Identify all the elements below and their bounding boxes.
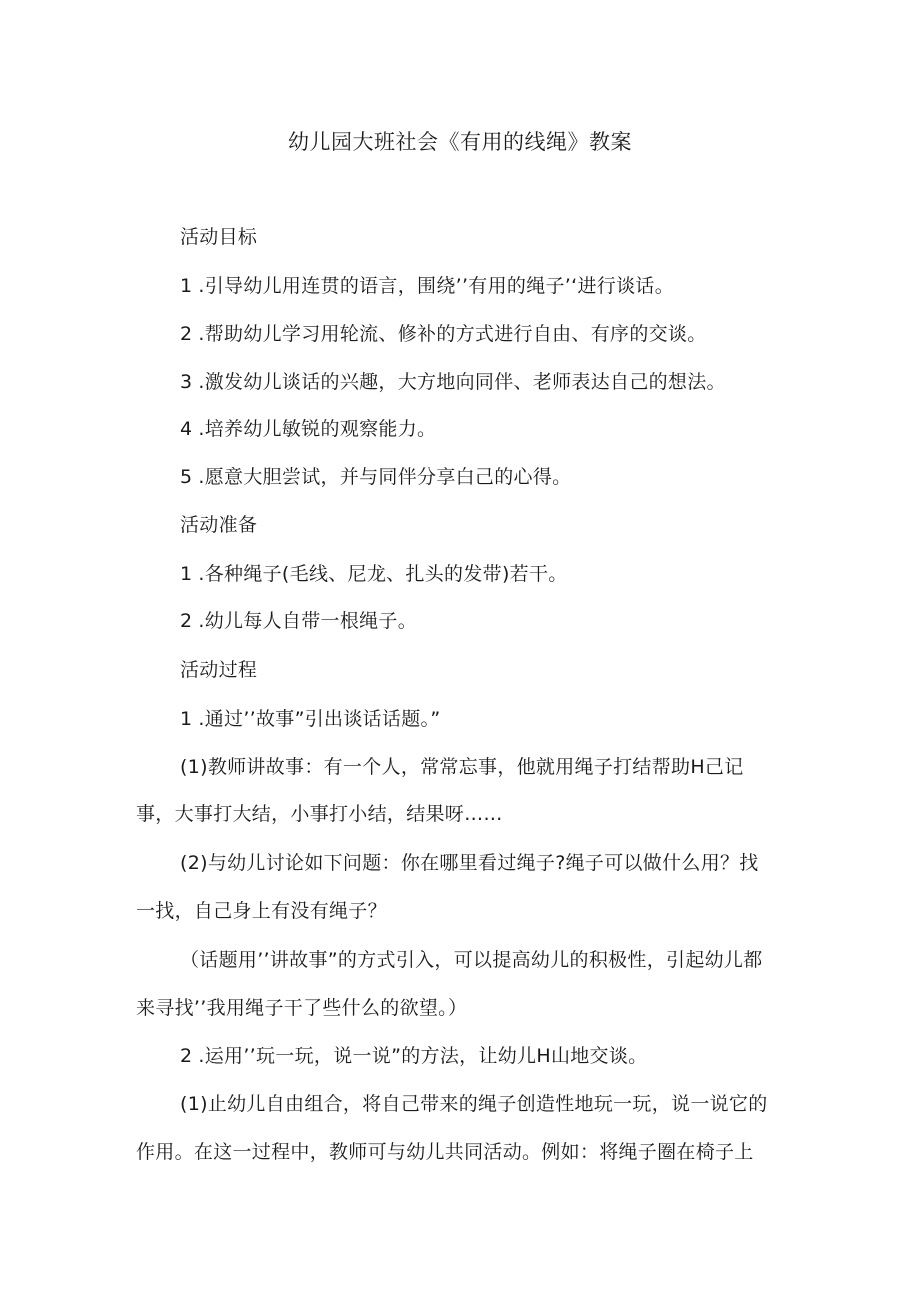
process-step: [180, 1041, 647, 1068]
goal-item: [180, 462, 571, 489]
goals-heading: 活动目标: [180, 226, 258, 248]
goal-number: 3: [180, 371, 193, 393]
goal-number: 4: [180, 418, 193, 440]
step-text: .通过’’故事”引出谈话话题。”: [198, 708, 441, 730]
goal-text: .培养幼儿敏锐的观察能力。: [198, 418, 437, 440]
paragraph-line: 事，大事打大结，小事打小结，结果呀……: [136, 803, 503, 825]
prep-item: [180, 559, 568, 586]
step-text: .运用’’玩一玩，说一说”的方法，让幼儿H山地交谈。: [198, 1045, 648, 1067]
prep-text: .幼儿每人自带一根绳子。: [198, 610, 418, 632]
prep-heading: 活动准备: [180, 514, 258, 536]
step-number: 1: [180, 708, 193, 730]
goal-text: .愿意大胆尝试，并与同伴分享白己的心得。: [198, 466, 572, 488]
goal-text: .帮助幼儿学习用轮流、修补的方式进行自由、有序的交谈。: [198, 323, 707, 345]
process-step: [180, 704, 441, 731]
goal-item: [180, 414, 436, 441]
paragraph-line: (2)与幼儿讨论如下问题：你在哪里看过绳子?绳子可以做什么用？找: [180, 852, 759, 874]
goal-number: 5: [180, 466, 193, 488]
step-number: 2: [180, 1045, 193, 1067]
document-title: 幼儿园大班社会《有用的线绳》教案: [288, 130, 632, 154]
prep-text: .各种绳子(毛线、尼龙、扎头的发带)若干。: [198, 563, 568, 585]
note-line: （话题用’’讲故事”的方式引入，可以提高幼儿的积极性，引起幼儿都: [180, 949, 763, 971]
goal-item: [180, 367, 726, 394]
goal-number: 2: [180, 323, 193, 345]
goal-item: [180, 319, 707, 346]
paragraph-line: 一找，自己身上有没有绳子？: [136, 900, 387, 922]
goal-item: [180, 271, 674, 298]
paragraph-line: (1)教师讲故事：有一个人，常常忘事，他就用绳子打结帮助H己记: [180, 756, 744, 778]
paragraph-line: (1)止幼儿自由组合，将自己带来的绳子创造性地玩一玩，说一说它的: [180, 1093, 768, 1115]
prep-number: 1: [180, 563, 193, 585]
goal-number: 1: [180, 275, 193, 297]
process-heading: 活动过程: [180, 659, 258, 681]
prep-number: 2: [180, 610, 193, 632]
note-line: 来寻找’’我用绳子干了些什么的欲望。）: [136, 997, 468, 1019]
prep-item: [180, 606, 417, 633]
goal-text: .激发幼儿谈话的兴趣，大方地向同伴、老师表达自己的想法。: [198, 371, 726, 393]
paragraph-line: 作用。在这一过程中，教师可与幼儿共同活动。例如：将绳子圈在椅子上: [136, 1141, 754, 1163]
goal-text: .引导幼儿用连贯的语言，围绕’’有用的绳子’‘进行谈话。: [198, 275, 674, 297]
